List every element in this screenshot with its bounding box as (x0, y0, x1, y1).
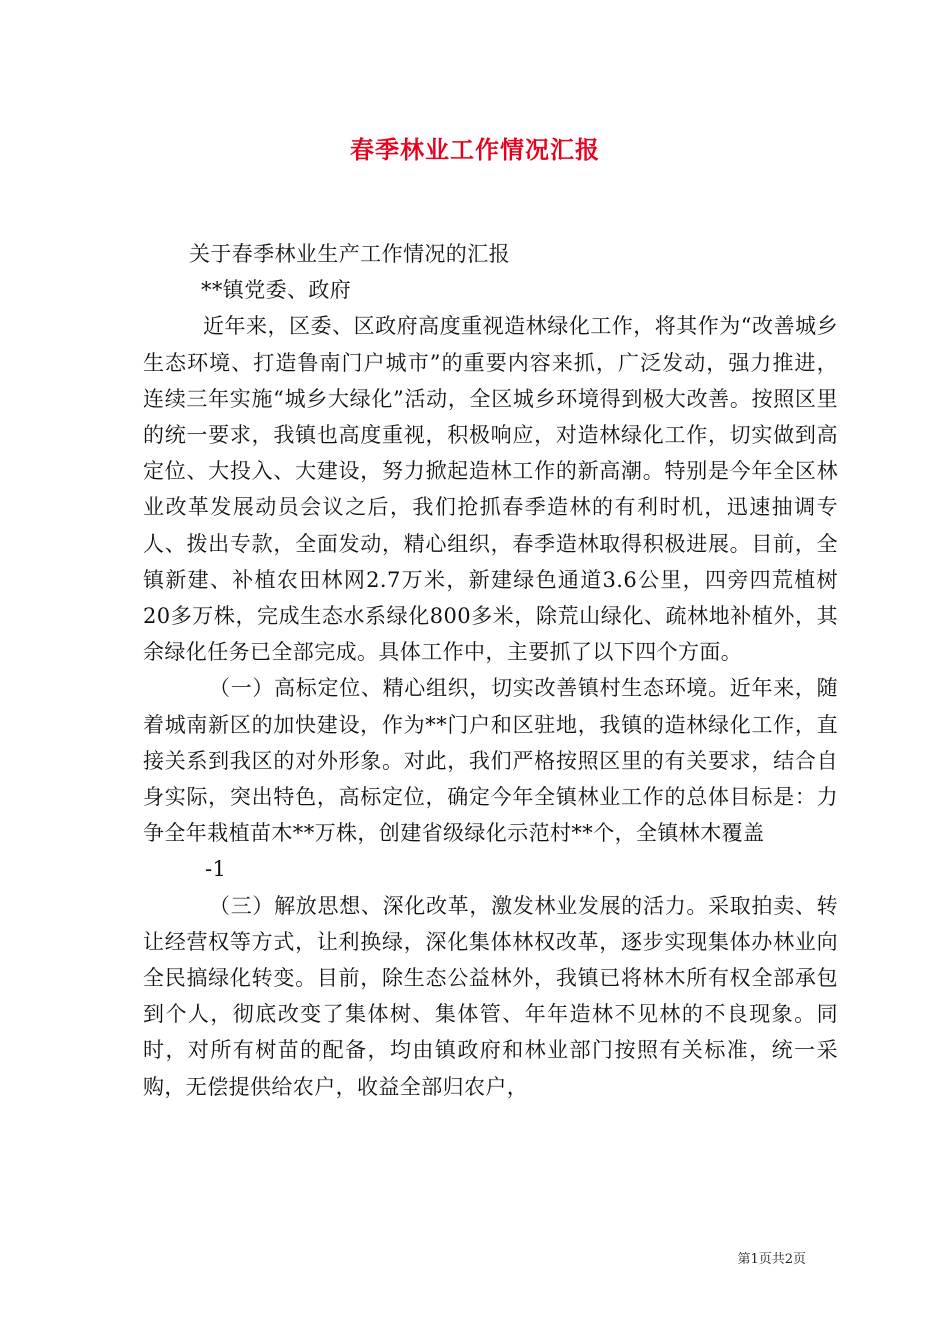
inline-page-number: -1 (205, 857, 227, 882)
paragraph-intro: 近年来，区委、区政府高度重视造林绿化工作，将其作为“改善城乡生态环境、打造鲁南门户城市”的重要内容来抓，广泛发动，强力推进，连续三年实施“城乡大绿化”活动，全区城乡环境得到极大改善。按照区里的统一要求，我镇也高度重视，积极响应，对造林绿化工作，切实做到高定位、大投入、大建设，努力掀起造林工作的新高潮。特别是今年全区林业改革发展动员会议之后，我们抢抓春季造林的有利时机，迅速抽调专人、拨出专款，全面发动，精心组织，春季造林取得积极进展。目前，全镇新建、补植农田林网2.7万米，新建绿色通道3.6公里，四旁四荒植树20多万株，完成生态水系绿化800多米，除荒山绿化、疏林地补植外，其余绿化任务已全部完成。具体工作中，主要抓了以下四个方面。 (143, 314, 838, 665)
document-title: 春季林业工作情况汇报 (350, 136, 600, 164)
document-subtitle: 关于春季林业生产工作情况的汇报 (189, 242, 510, 266)
paragraph-section-one: （一）高标定位、精心组织，切实改善镇村生态环境。近年来，随着城南新区的加快建设，作为**门户和区驻地，我镇的造林绿化工作，直接关系到我区的对外形象。对此，我们严格按照区里的有关要求，结合自身实际，突出特色，高标定位，确定今年全镇林业工作的总体目标是：力争全年栽植苗木**万株，创建省级绿化示范村**个，全镇林木覆盖 (143, 676, 838, 846)
paragraph-section-three: （三）解放思想、深化改革，激发林业发展的活力。采取拍卖、转让经营权等方式，让利换绿，深化集体林权改革，逐步实现集体办林业向全民搞绿化转变。目前，除生态公益林外，我镇已将林木所有权全部承包到个人，彻底改变了集体树、集体管、年年造林不见林的不良现象。同时，对所有树苗的配备，均由镇政府和林业部门按照有关标准，统一采购，无偿提供给农户，收益全部归农户， (143, 893, 838, 1099)
document-body (143, 236, 838, 1105)
page-footer: 第1页共2页 (737, 1252, 806, 1267)
salutation: **镇党委、政府 (201, 278, 352, 303)
